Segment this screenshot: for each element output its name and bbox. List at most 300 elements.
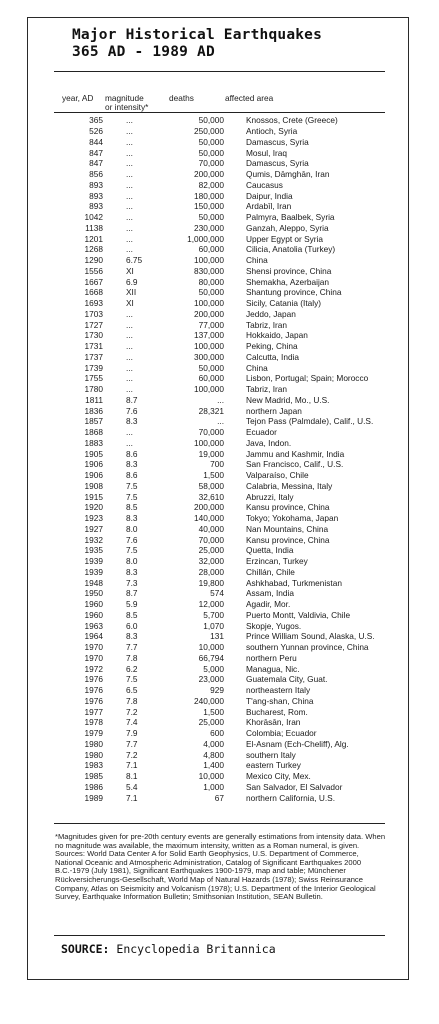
year-cell: 1960	[84, 599, 103, 610]
magnitude-cell: 6.9	[126, 276, 138, 287]
table-row	[54, 685, 375, 696]
magnitude-cell: 8.5	[126, 502, 138, 513]
year-cell: 1906	[84, 470, 103, 481]
table-row	[54, 405, 375, 416]
year-cell: 1755	[84, 373, 103, 384]
magnitude-footnote: *Magnitudes given for pre-20th century events are generally estimations from intensity data. When no magnitude was available, the maximum intensity, written as a Roman numeral, is given.	[55, 832, 386, 850]
table-row	[54, 674, 375, 685]
year-cell: 1976	[84, 685, 103, 696]
area-cell: Tabriz, Iran	[246, 384, 288, 395]
table-row	[54, 620, 375, 631]
magnitude-cell: ...	[126, 427, 133, 438]
table-row	[54, 255, 375, 266]
table-row	[54, 782, 375, 793]
year-cell: 1556	[84, 265, 103, 276]
area-cell: Damascus, Syria	[246, 158, 309, 169]
earthquake-table-body	[54, 115, 375, 803]
magnitude-cell: ...	[126, 136, 133, 147]
deaths-cell: 100,000	[194, 255, 224, 266]
magnitude-cell: ...	[126, 147, 133, 158]
table-row	[54, 352, 375, 363]
table-row	[54, 266, 375, 277]
magnitude-cell: ...	[126, 222, 133, 233]
magnitude-cell: 8.0	[126, 556, 138, 567]
table-row	[54, 190, 375, 201]
deaths-cell: 80,000	[198, 276, 224, 287]
column-header-magnitude	[105, 94, 148, 112]
area-cell: northern California, U.S.	[246, 792, 336, 803]
area-cell: Palmyra, Baalbek, Syria	[246, 212, 335, 223]
area-cell: Guatemala City, Guat.	[246, 674, 328, 685]
year-cell: 856	[89, 169, 103, 180]
area-cell: Sicily, Catania (Italy)	[246, 298, 321, 309]
table-row	[54, 438, 375, 449]
area-cell: Tabriz, Iran	[246, 319, 288, 330]
magnitude-cell: 8.5	[126, 609, 138, 620]
year-cell: 1976	[84, 695, 103, 706]
table-row	[54, 427, 375, 438]
magnitude-cell: 6.5	[126, 685, 138, 696]
year-cell: 1960	[84, 609, 103, 620]
table-row	[54, 760, 375, 771]
area-cell: Qumis, Dāmghān, Iran	[246, 169, 330, 180]
deaths-cell: 28,000	[198, 566, 224, 577]
year-cell: 847	[89, 147, 103, 158]
area-cell: eastern Turkey	[246, 760, 301, 771]
year-cell: 1980	[84, 749, 103, 760]
deaths-cell: 50,000	[198, 136, 224, 147]
year-cell: 1985	[84, 771, 103, 782]
magnitude-cell: 7.3	[126, 577, 138, 588]
table-row	[54, 309, 375, 320]
column-header-magnitude-line1: magnitude	[105, 93, 144, 103]
table-row	[54, 276, 375, 287]
table-row	[54, 728, 375, 739]
year-cell: 1932	[84, 534, 103, 545]
magnitude-cell: ...	[126, 384, 133, 395]
table-row	[54, 287, 375, 298]
area-cell: Shensi province, China	[246, 265, 332, 276]
table-row	[54, 448, 375, 459]
table-row	[54, 792, 375, 803]
deaths-cell: 1,500	[203, 706, 224, 717]
magnitude-cell: ...	[126, 190, 133, 201]
table-row	[54, 126, 375, 137]
magnitude-cell: 7.5	[126, 674, 138, 685]
deaths-cell: 1,070	[203, 620, 224, 631]
area-cell: Shantung province, China	[246, 287, 342, 298]
sources-note: Sources: World Data Center A for Solid Earth Geophysics, U.S. Department of Commerce, National Oceanic and Atmospheric Administration, Catalog of Significant Earthquakes 2000 B.C.-1979 (July 1981), Significant Earthquakes 1900-1979, map and table; Münchener Rückversicherungs-Gesellschaft, World Map of Natural Hazards (1978); Swiss Reinsurance Company, Atlas on Seismicity and Volcanism (1978); U.S. Department of the Interior Geological Survey, Earthquake Information Bulletin; Smithsonian Institution, SEAN Bulletin.	[55, 849, 376, 902]
area-cell: San Salvador, El Salvador	[246, 781, 343, 792]
area-cell: Lisbon, Portugal; Spain; Morocco	[246, 373, 369, 384]
area-cell: China	[246, 255, 268, 266]
deaths-cell: 50,000	[198, 212, 224, 223]
area-cell: Ganzah, Aleppo, Syria	[246, 222, 329, 233]
deaths-cell: ...	[217, 416, 224, 427]
deaths-cell: 600	[210, 728, 224, 739]
area-cell: Valparaíso, Chile	[246, 470, 309, 481]
deaths-cell: 1,000,000	[187, 233, 224, 244]
magnitude-cell: 7.8	[126, 695, 138, 706]
area-cell: Prince William Sound, Alaska, U.S.	[246, 631, 375, 642]
table-row	[54, 319, 375, 330]
area-cell: Skopje, Yugos.	[246, 620, 302, 631]
deaths-cell: 200,000	[194, 169, 224, 180]
source-rule	[54, 935, 385, 936]
area-cell: Upper Egypt or Syria	[246, 233, 324, 244]
deaths-cell: ...	[217, 394, 224, 405]
deaths-cell: 25,000	[198, 717, 224, 728]
deaths-cell: 4,800	[203, 749, 224, 760]
table-row	[54, 502, 375, 513]
column-header-year: year, AD	[62, 93, 94, 103]
year-cell: 1964	[84, 631, 103, 642]
table-row	[54, 642, 375, 653]
table-row	[54, 395, 375, 406]
deaths-cell: 1,500	[203, 470, 224, 481]
magnitude-cell: 7.7	[126, 642, 138, 653]
magnitude-cell: ...	[126, 201, 133, 212]
magnitude-cell: 5.4	[126, 781, 138, 792]
area-cell: Java, Indon.	[246, 437, 292, 448]
table-row	[54, 169, 375, 180]
area-cell: Khorāsān, Iran	[246, 717, 301, 728]
year-cell: 1268	[84, 244, 103, 255]
area-cell: northeastern Italy	[246, 685, 311, 696]
source-credit	[61, 942, 276, 956]
magnitude-cell: 8.7	[126, 588, 138, 599]
magnitude-cell: XII	[126, 287, 137, 298]
magnitude-cell: 7.8	[126, 652, 138, 663]
year-cell: 1986	[84, 781, 103, 792]
year-cell: 1780	[84, 384, 103, 395]
table-row	[54, 739, 375, 750]
header-rule	[54, 112, 385, 113]
area-cell: Puerto Montt, Valdivia, Chile	[246, 609, 351, 620]
deaths-cell: 28,321	[198, 405, 224, 416]
table-row	[54, 459, 375, 470]
magnitude-cell: 7.2	[126, 749, 138, 760]
magnitude-cell: XI	[126, 265, 134, 276]
table-row	[54, 180, 375, 191]
area-cell: southern Yunnan province, China	[246, 642, 369, 653]
table-row	[54, 696, 375, 707]
magnitude-cell: 8.3	[126, 459, 138, 470]
deaths-cell: 66,794	[198, 652, 224, 663]
magnitude-cell: ...	[126, 115, 133, 126]
area-cell: Mosul, Iraq	[246, 147, 288, 158]
area-cell: Damascus, Syria	[246, 136, 309, 147]
area-cell: Calabria, Messina, Italy	[246, 480, 333, 491]
deaths-cell: 200,000	[194, 502, 224, 513]
deaths-cell: 574	[210, 588, 224, 599]
deaths-cell: 77,000	[198, 319, 224, 330]
year-cell: 893	[89, 201, 103, 212]
table-row	[54, 158, 375, 169]
title-line-1: Major Historical Earthquakes	[72, 27, 323, 43]
year-cell: 1868	[84, 427, 103, 438]
deaths-cell: 60,000	[198, 373, 224, 384]
deaths-cell: 40,000	[198, 523, 224, 534]
year-cell: 844	[89, 136, 103, 147]
magnitude-cell: 8.3	[126, 566, 138, 577]
magnitude-cell: 6.2	[126, 663, 138, 674]
table-row	[54, 298, 375, 309]
deaths-cell: 32,610	[198, 491, 224, 502]
area-cell: Shemakha, Azerbaijan	[246, 276, 330, 287]
column-header-deaths: deaths	[169, 93, 194, 103]
magnitude-cell: 7.4	[126, 717, 138, 728]
area-cell: Cilicia, Anatolia (Turkey)	[246, 244, 336, 255]
deaths-cell: 25,000	[198, 545, 224, 556]
deaths-cell: 70,000	[198, 427, 224, 438]
year-cell: 1667	[84, 276, 103, 287]
table-row	[54, 201, 375, 212]
year-cell: 1970	[84, 642, 103, 653]
deaths-cell: 137,000	[194, 330, 224, 341]
area-cell: Managua, Nic.	[246, 663, 300, 674]
deaths-cell: 140,000	[194, 513, 224, 524]
year-cell: 1939	[84, 556, 103, 567]
deaths-cell: 180,000	[194, 190, 224, 201]
deaths-cell: 1,400	[203, 760, 224, 771]
area-cell: Erzincan, Turkey	[246, 556, 308, 567]
magnitude-cell: 8.0	[126, 523, 138, 534]
area-cell: Colombia; Ecuador	[246, 728, 317, 739]
magnitude-cell: 8.6	[126, 448, 138, 459]
area-cell: Knossos, Crete (Greece)	[246, 115, 338, 126]
area-cell: T'ang-shan, China	[246, 695, 314, 706]
magnitude-cell: XI	[126, 298, 134, 309]
year-cell: 1883	[84, 437, 103, 448]
table-row	[54, 212, 375, 223]
year-cell: 1983	[84, 760, 103, 771]
deaths-cell: 10,000	[198, 642, 224, 653]
column-header-magnitude-line2: or intensity*	[105, 102, 149, 112]
area-cell: Quetta, India	[246, 545, 294, 556]
deaths-cell: 100,000	[194, 384, 224, 395]
area-cell: Calcutta, India	[246, 351, 300, 362]
area-cell: Jeddo, Japan	[246, 308, 296, 319]
area-cell: Tokyo; Yokohama, Japan	[246, 513, 339, 524]
deaths-cell: 70,000	[198, 158, 224, 169]
magnitude-cell: ...	[126, 244, 133, 255]
area-cell: Chillán, Chile	[246, 566, 295, 577]
year-cell: 1978	[84, 717, 103, 728]
deaths-cell: 4,000	[203, 738, 224, 749]
magnitude-cell: 7.9	[126, 728, 138, 739]
deaths-cell: 100,000	[194, 298, 224, 309]
source-label: SOURCE:	[61, 942, 110, 956]
year-cell: 1739	[84, 362, 103, 373]
year-cell: 1730	[84, 330, 103, 341]
table-row	[54, 771, 375, 782]
area-cell: Peking, China	[246, 341, 298, 352]
table-row	[54, 717, 375, 728]
area-cell: Mexico City, Mex.	[246, 771, 311, 782]
deaths-cell: 300,000	[194, 351, 224, 362]
deaths-cell: 230,000	[194, 222, 224, 233]
magnitude-cell: 8.3	[126, 416, 138, 427]
magnitude-cell: 8.7	[126, 394, 138, 405]
magnitude-cell: ...	[126, 126, 133, 137]
year-cell: 1905	[84, 448, 103, 459]
year-cell: 1948	[84, 577, 103, 588]
table-row	[54, 470, 375, 481]
deaths-cell: 70,000	[198, 534, 224, 545]
magnitude-cell: ...	[126, 233, 133, 244]
table-row	[54, 384, 375, 395]
magnitude-cell: 8.1	[126, 771, 138, 782]
table-row	[54, 244, 375, 255]
deaths-cell: 929	[210, 685, 224, 696]
year-cell: 1703	[84, 308, 103, 319]
magnitude-cell: 7.1	[126, 760, 138, 771]
table-row	[54, 663, 375, 674]
column-header-area: affected area	[225, 93, 274, 103]
deaths-cell: 5,000	[203, 663, 224, 674]
area-cell: Daipur, India	[246, 190, 293, 201]
document-frame	[27, 17, 409, 980]
year-cell: 1950	[84, 588, 103, 599]
year-cell: 1963	[84, 620, 103, 631]
year-cell: 1737	[84, 351, 103, 362]
year-cell: 1811	[85, 394, 103, 405]
year-cell: 1857	[84, 416, 103, 427]
deaths-cell: 50,000	[198, 362, 224, 373]
area-cell: Caucasus	[246, 179, 283, 190]
deaths-cell: 50,000	[198, 147, 224, 158]
magnitude-cell: ...	[126, 158, 133, 169]
table-row	[54, 147, 375, 158]
area-cell: Nan Mountains, China	[246, 523, 329, 534]
area-cell: Kansu province, China	[246, 534, 330, 545]
magnitude-cell: ...	[126, 308, 133, 319]
magnitude-cell: ...	[126, 341, 133, 352]
magnitude-cell: 8.3	[126, 631, 138, 642]
table-row	[54, 416, 375, 427]
page-title	[72, 27, 322, 61]
year-cell: 1727	[84, 319, 103, 330]
deaths-cell: 100,000	[194, 341, 224, 352]
year-cell: 1989	[84, 792, 103, 803]
area-cell: southern Italy	[246, 749, 296, 760]
area-cell: China	[246, 362, 268, 373]
source-text: Encyclopedia Britannica	[116, 942, 276, 956]
magnitude-cell: 7.5	[126, 491, 138, 502]
area-cell: El-Asnam (Ech-Cheliff), Alg.	[246, 738, 349, 749]
area-cell: Bucharest, Rom.	[246, 706, 308, 717]
magnitude-cell: ...	[126, 319, 133, 330]
magnitude-cell: ...	[126, 373, 133, 384]
year-cell: 1935	[84, 545, 103, 556]
year-cell: 365	[89, 115, 103, 126]
table-row	[54, 341, 375, 352]
deaths-cell: 250,000	[194, 126, 224, 137]
year-cell: 526	[89, 126, 103, 137]
year-cell: 1977	[84, 706, 103, 717]
deaths-cell: 10,000	[198, 771, 224, 782]
footnotes	[55, 833, 386, 902]
magnitude-cell: ...	[126, 362, 133, 373]
table-row	[54, 137, 375, 148]
year-cell: 1923	[84, 513, 103, 524]
magnitude-cell: ...	[126, 179, 133, 190]
table-row	[54, 588, 375, 599]
year-cell: 1979	[84, 728, 103, 739]
deaths-cell: 19,000	[198, 448, 224, 459]
magnitude-cell: 5.9	[126, 599, 138, 610]
table-row	[54, 631, 375, 642]
year-cell: 1939	[84, 566, 103, 577]
deaths-cell: 67	[214, 792, 224, 803]
year-cell: 1970	[84, 652, 103, 663]
table-row	[54, 481, 375, 492]
area-cell: Antioch, Syria	[246, 126, 298, 137]
magnitude-cell: 7.2	[126, 706, 138, 717]
area-cell: northern Peru	[246, 652, 297, 663]
area-cell: northern Japan	[246, 405, 302, 416]
area-cell: New Madrid, Mo., U.S.	[246, 394, 330, 405]
year-cell: 1972	[84, 663, 103, 674]
table-row	[54, 373, 375, 384]
table-row	[54, 610, 375, 621]
magnitude-cell: ...	[126, 351, 133, 362]
magnitude-cell: 7.5	[126, 480, 138, 491]
table-row	[54, 330, 375, 341]
magnitude-cell: 8.6	[126, 470, 138, 481]
area-cell: Abruzzi, Italy	[246, 491, 294, 502]
table-row	[54, 513, 375, 524]
deaths-cell: 23,000	[198, 674, 224, 685]
area-cell: Kansu province, China	[246, 502, 330, 513]
table-row	[54, 115, 375, 126]
magnitude-cell: 6.75	[126, 255, 143, 266]
year-cell: 1976	[84, 674, 103, 685]
year-cell: 1836	[84, 405, 103, 416]
year-cell: 1668	[84, 287, 103, 298]
year-cell: 1927	[84, 523, 103, 534]
deaths-cell: 19,800	[198, 577, 224, 588]
magnitude-cell: 7.6	[126, 405, 138, 416]
deaths-cell: 240,000	[194, 695, 224, 706]
table-row	[54, 567, 375, 578]
magnitude-cell: ...	[126, 212, 133, 223]
area-cell: Assam, India	[246, 588, 294, 599]
magnitude-cell: 7.7	[126, 738, 138, 749]
title-line-2: 365 AD - 1989 AD	[72, 44, 215, 60]
magnitude-cell: 8.3	[126, 513, 138, 524]
table-row	[54, 491, 375, 502]
year-cell: 1906	[84, 459, 103, 470]
year-cell: 1915	[84, 491, 103, 502]
table-row	[54, 524, 375, 535]
deaths-cell: 5,700	[203, 609, 224, 620]
deaths-cell: 131	[210, 631, 224, 642]
area-cell: Agadir, Mor.	[246, 599, 291, 610]
deaths-cell: 60,000	[198, 244, 224, 255]
year-cell: 1908	[84, 480, 103, 491]
deaths-cell: 12,000	[198, 599, 224, 610]
magnitude-cell: 7.1	[126, 792, 138, 803]
area-cell: San Francisco, Calif., U.S.	[246, 459, 344, 470]
area-cell: Ecuador	[246, 427, 277, 438]
area-cell: Ashkhabad, Turkmenistan	[246, 577, 342, 588]
table-row	[54, 599, 375, 610]
year-cell: 1042	[84, 212, 103, 223]
deaths-cell: 1,000	[203, 781, 224, 792]
year-cell: 1290	[84, 255, 103, 266]
